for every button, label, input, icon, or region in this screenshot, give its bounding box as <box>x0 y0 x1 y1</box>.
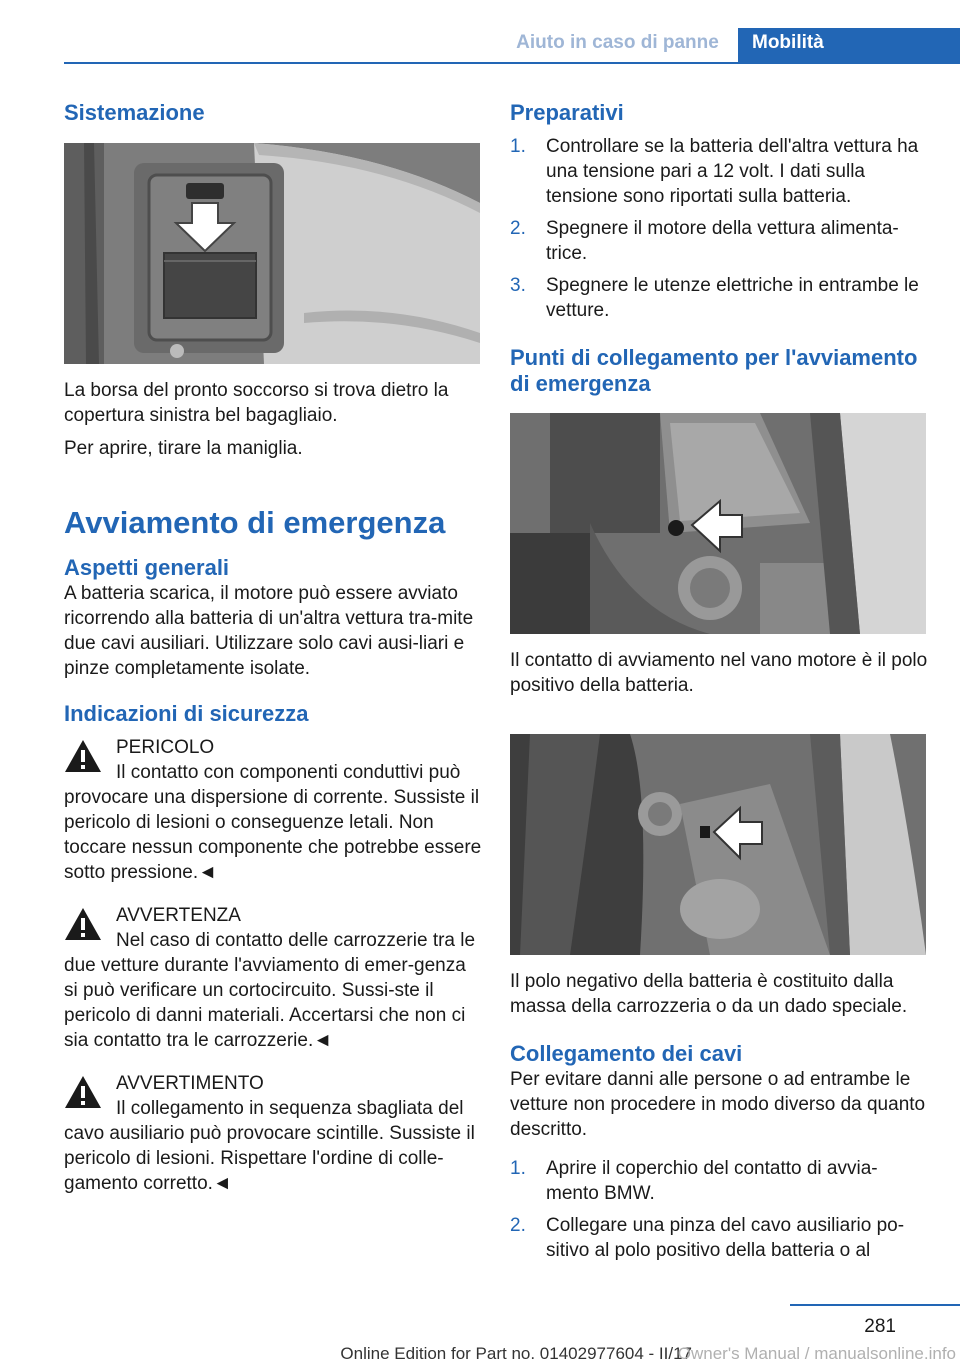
warning-label: AVVERTENZA <box>116 905 241 926</box>
sistemazione-heading: Sistemazione <box>64 100 205 125</box>
right-column <box>510 100 928 1263</box>
warning-pericolo <box>64 735 482 885</box>
warning-triangle-icon <box>64 907 102 941</box>
general-heading: Aspetti generali <box>64 555 230 580</box>
safety-heading: Indicazioni di sicurezza <box>64 701 309 726</box>
warning-avvertimento <box>64 1071 482 1196</box>
preparativi-heading: Preparativi <box>510 100 624 125</box>
sistemazione-paragraph-1: La borsa del pronto soccorso si trova dietro la copertura sinistra bel bagagliaio. <box>64 380 449 426</box>
warning-triangle-icon <box>64 1075 102 1109</box>
warning-avvertenza <box>64 903 482 1053</box>
left-column <box>64 100 482 1196</box>
warning-label: AVVERTIMENTO <box>116 1073 264 1094</box>
warning-text: Nel caso di contatto delle carrozzerie tra le due vetture durante l'avviamento di emer-genza si può verificare un cortocircuito. Sussi-ste il pericolo di danni materiali. Accertarsi che non ci sia contatto tra le carrozzerie.◄ <box>64 930 476 1051</box>
general-paragraph: A batteria scarica, il motore può essere avviato ricorrendo alla batteria di un'altra vettura tra-mite due cavi ausiliari. Utilizzare solo cavi ausi-liari e pinze completamente isolate. <box>64 583 474 679</box>
warning-label: PERICOLO <box>116 737 215 758</box>
collegamento-list <box>510 1156 928 1263</box>
footer-rule <box>790 1304 960 1306</box>
warning-text: Il contatto con componenti conduttivi può provocare una dispersione di corrente. Sussiste il pericolo di lesioni o conseguenze letali. Non toccare nessun componente che potrebbe essere sotto pressione.◄ <box>64 762 482 883</box>
warning-triangle-icon <box>64 739 102 773</box>
list-item: 1. Controllare se la batteria dell'altra vettura ha una tensione pari a 12 volt. I dati sulla tensione sono riportati sulla batteria. <box>510 136 919 207</box>
sistemazione-paragraph-2: Per aprire, tirare la maniglia. <box>64 438 303 459</box>
first-aid-kit-photo <box>64 143 480 364</box>
positive-terminal-photo <box>510 413 926 634</box>
collegamento-paragraph: Per evitare danni alle persone o ad entrambe le vetture non procedere in modo diverso da quanto descritto. <box>510 1069 926 1140</box>
collegamento-heading: Collegamento dei cavi <box>510 1041 743 1066</box>
chapter-title: Avviamento di emergenza <box>64 505 446 540</box>
caption-positive: Il contatto di avviamento nel vano motore è il polo positivo della batteria. <box>510 650 928 696</box>
page-number: 281 <box>864 1316 896 1337</box>
list-item: 1. Aprire il coperchio del contatto di avvia-mento BMW. <box>510 1158 878 1204</box>
punti-heading: Punti di collegamento per l'avviamento di emergenza <box>510 345 918 396</box>
header-section: Aiuto in caso di panne <box>516 32 719 53</box>
negative-terminal-photo <box>510 734 926 955</box>
edition-line: Online Edition for Part no. 01402977604 - II/17 <box>340 1344 692 1363</box>
header-chapter-tab: Mobilità <box>738 28 960 62</box>
list-item: 2. Spegnere il motore della vettura alimenta-trice. <box>510 218 899 264</box>
list-item: 3. Spegnere le utenze elettriche in entrambe le vetture. <box>510 275 919 321</box>
watermark: Owner's Manual / manualsonline.info <box>677 1344 956 1363</box>
preparativi-list <box>510 134 928 323</box>
header-rule <box>64 62 960 64</box>
list-item: 2. Collegare una pinza del cavo ausiliario po-sitivo al polo positivo della batteria o al <box>510 1215 905 1261</box>
caption-negative: Il polo negativo della batteria è costituito dalla massa della carrozzeria o da un dado speciale. <box>510 971 908 1017</box>
warning-text: Il collegamento in sequenza sbagliata del cavo ausiliario può provocare scintille. Sussiste il pericolo di lesioni. Rispettare l'ordine di colle-gamento corretto.◄ <box>64 1098 475 1194</box>
